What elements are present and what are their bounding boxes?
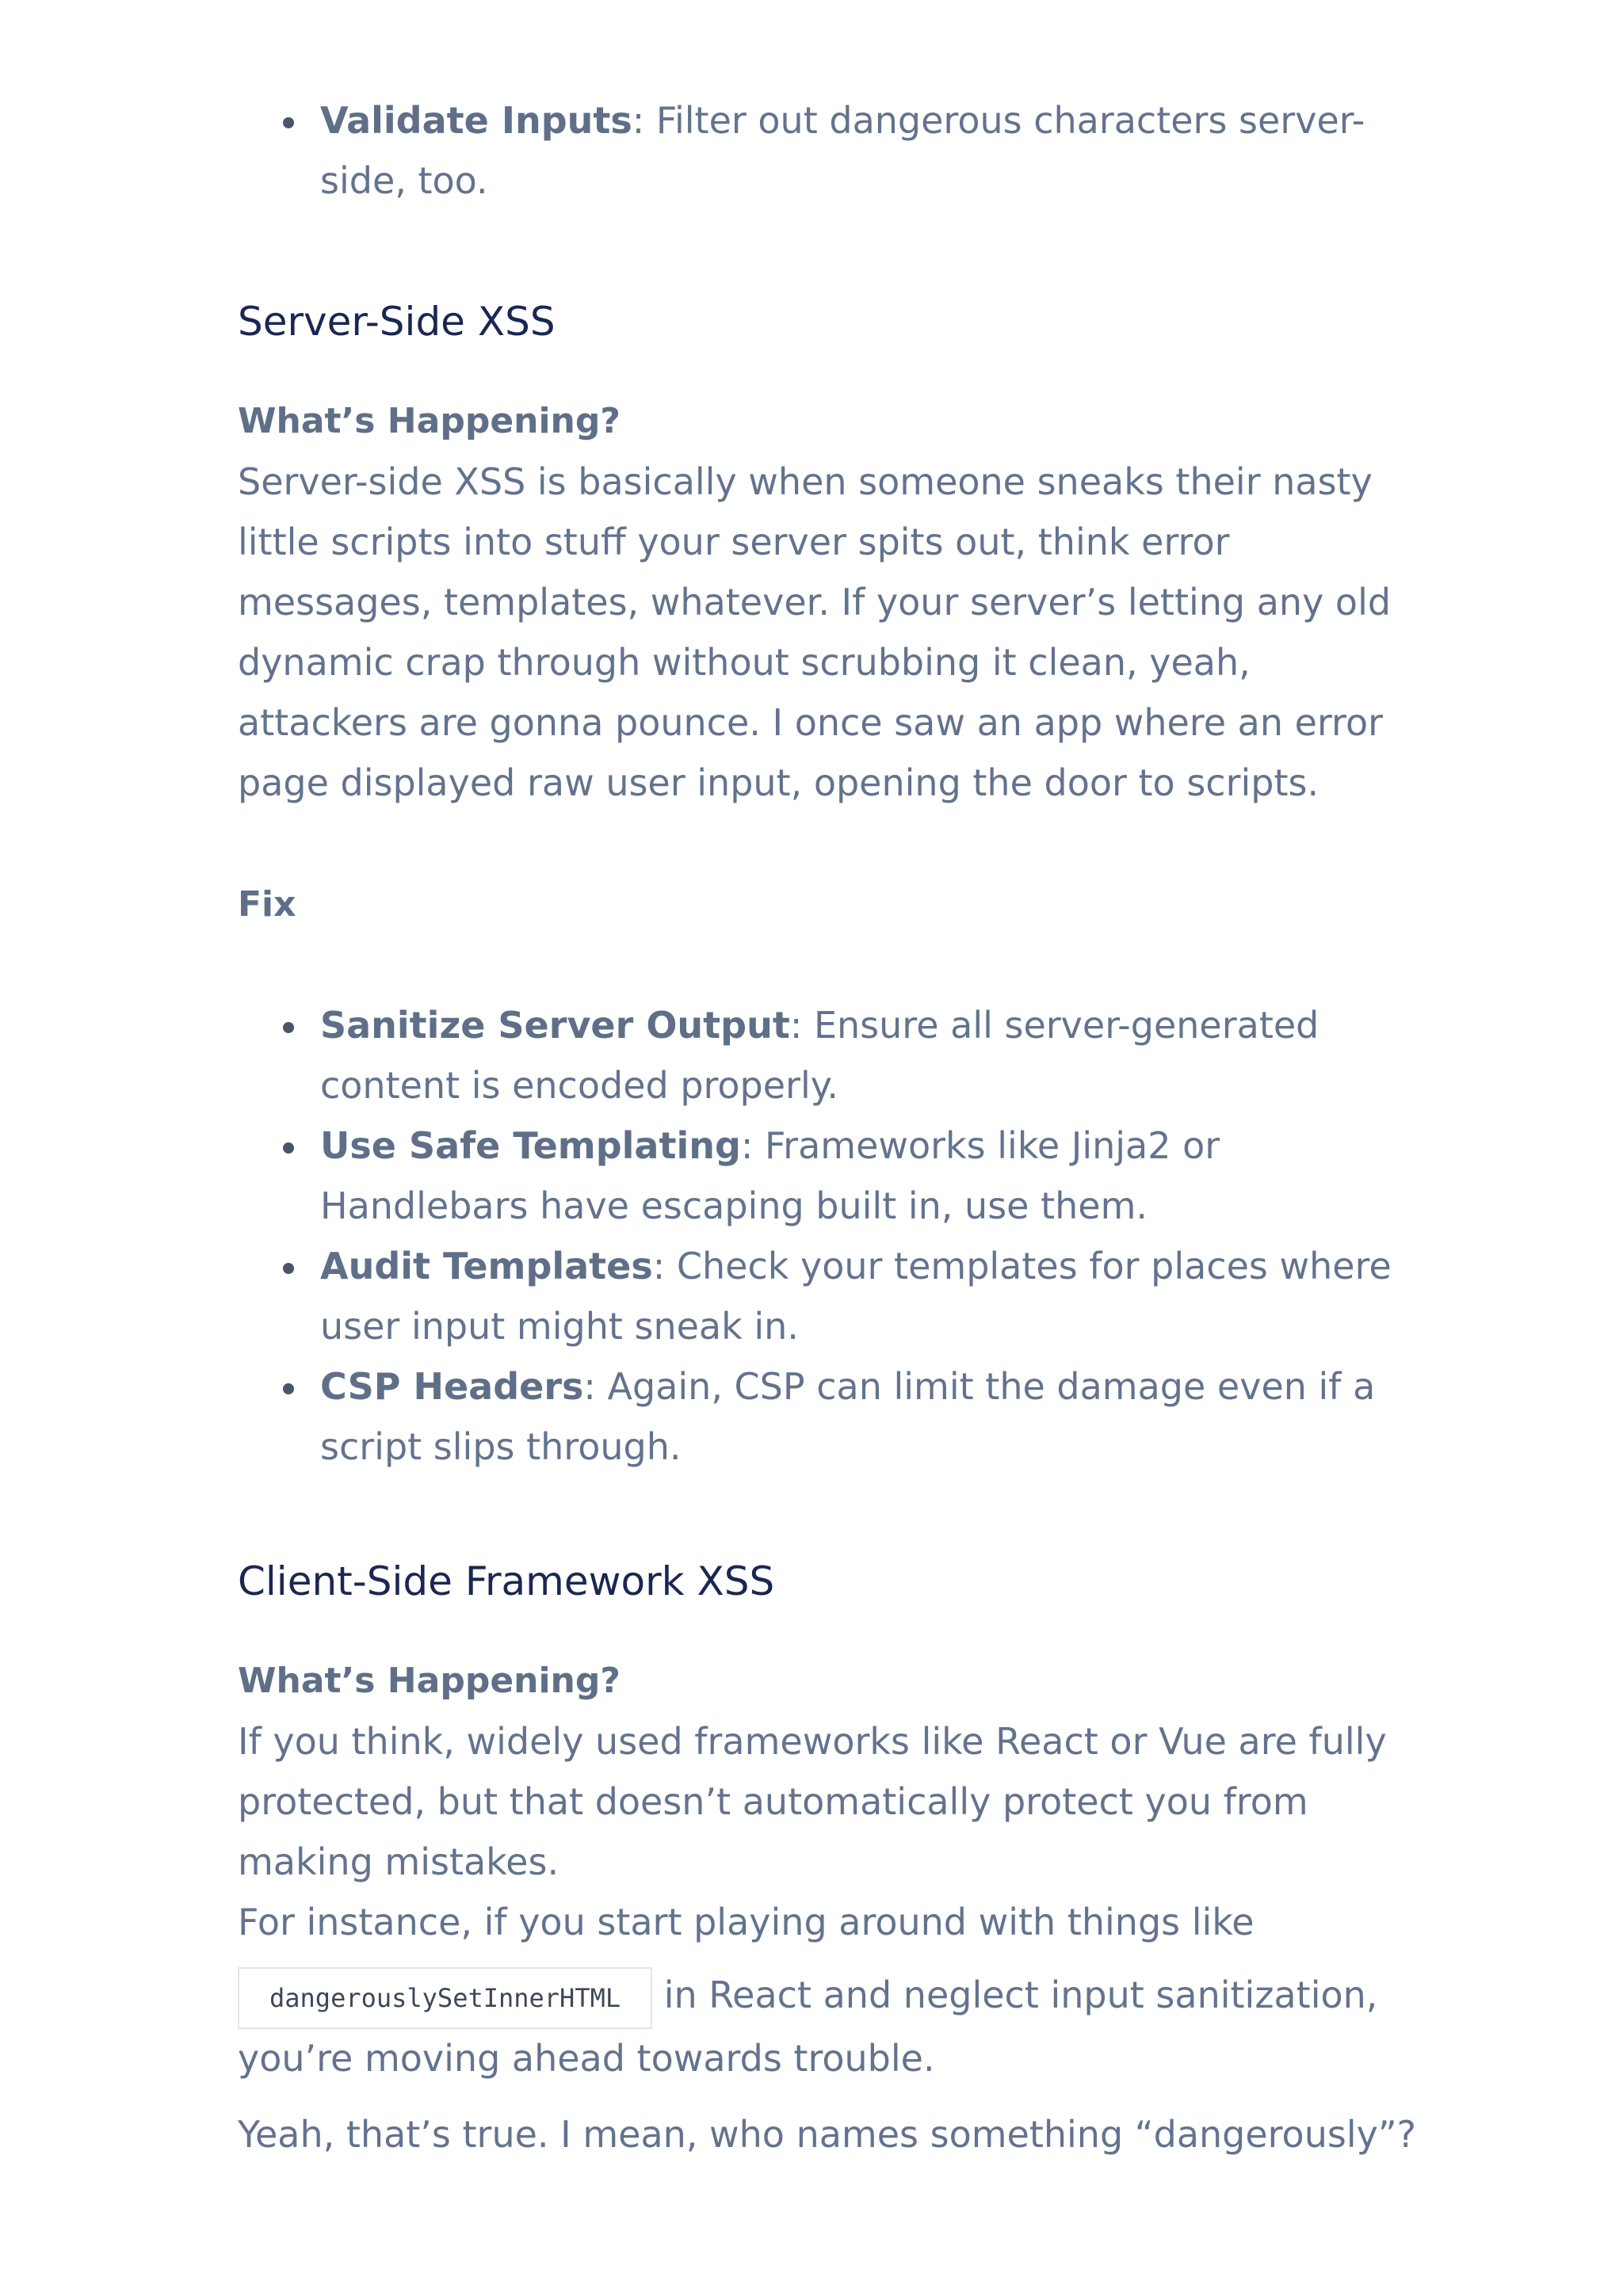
- paragraph-2-continuation: in React and neglect input sanitization, you’re moving ahead towards trouble.: [238, 1974, 1378, 2080]
- list-item-term: CSP Headers: [320, 1365, 584, 1408]
- list-item-term: Use Safe Templating: [320, 1124, 741, 1167]
- list-item-term: Audit Templates: [320, 1245, 653, 1287]
- list-item: [320, 1236, 1430, 1356]
- list-item: [320, 1116, 1430, 1236]
- section-heading-server-side: Server-Side XSS: [238, 299, 556, 345]
- section-heading-client-side: Client-Side Framework XSS: [238, 1558, 775, 1604]
- list-item-text: : Filter out dangerous characters server-side, too.: [320, 99, 1365, 202]
- list-item: [320, 1356, 1430, 1477]
- list-item: [320, 995, 1430, 1116]
- fix-label: Fix: [238, 884, 296, 925]
- list-item-term: Sanitize Server Output: [320, 1004, 790, 1047]
- list-item-term: Validate Inputs: [320, 99, 632, 142]
- top-bullet-list: [238, 90, 1430, 211]
- whats-happening-label: What’s Happening?: [238, 401, 621, 441]
- list-item-text: : Again, CSP can limit the damage even if a script slips through.: [320, 1365, 1376, 1468]
- client-side-paragraph-3: Yeah, that’s true. I mean, who names something “dangerously”?: [238, 2113, 1417, 2156]
- client-side-paragraph-1: If you think, widely used frameworks like React or Vue are fully protected, but that doesn’t automatically protect you from making mistakes.: [238, 1720, 1387, 1883]
- inline-code: dangerouslySetInnerHTML: [238, 1967, 652, 2029]
- client-side-paragraph-2-tail: [238, 1965, 1426, 2088]
- list-item-text: : Check your templates for places where user input might sneak in.: [320, 1245, 1392, 1348]
- client-side-paragraph-2-lead: For instance, if you start playing around with things like: [238, 1901, 1254, 1943]
- fix-bullet-list: [238, 995, 1430, 1477]
- list-item: [320, 90, 1430, 211]
- list-item-text: : Frameworks like Jinja2 or Handlebars have escaping built in, use them.: [320, 1124, 1220, 1227]
- server-side-paragraph: Server-side XSS is basically when someone sneaks their nasty little scripts into stuff your server spits out, think error messages, templates, whatever. If your server’s letting any old dynamic crap through without scrubbing it clean, yeah, attackers are gonna pounce. I once saw an app where an error page displayed raw user input, opening the door to scripts.: [238, 460, 1392, 804]
- list-item-text: : Ensure all server-generated content is encoded properly.: [320, 1004, 1319, 1107]
- whats-happening-label: What’s Happening?: [238, 1661, 621, 1701]
